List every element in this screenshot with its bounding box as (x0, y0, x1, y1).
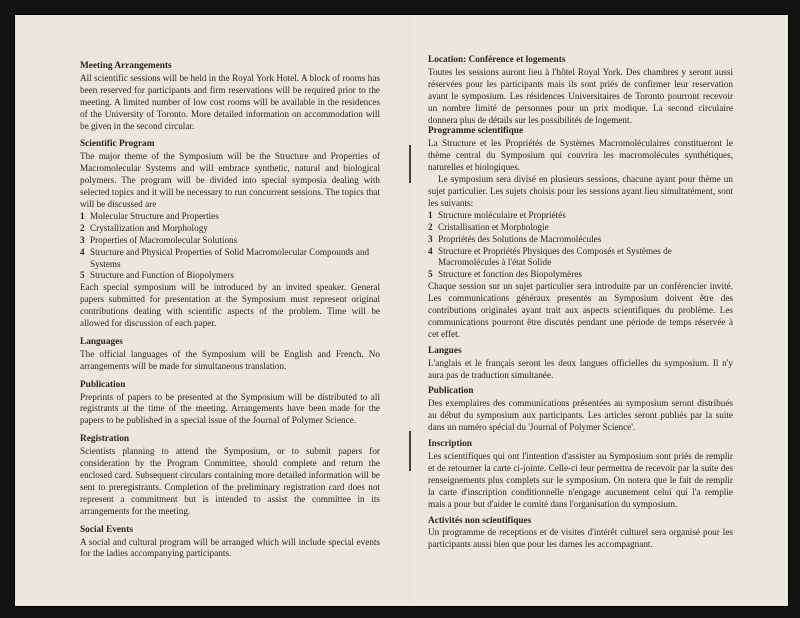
section-heading: Meeting Arrangements (80, 61, 172, 71)
section-text: L'anglais et le français seront les deux langues officielles du symposium. Il n'y aura pas de traduction simultanée. (428, 357, 733, 380)
center-fold (409, 15, 411, 606)
activites-section (428, 516, 733, 552)
section-text: Each special symposium will be introduced by an invited speaker. General papers submitted for presentation at the Symposium must represent original contributions dealing with scientific aspects of the problem. Time will be allowed for discussion of each paper. (80, 282, 380, 329)
social-events-section (80, 525, 380, 561)
meeting-arrangements-section (80, 61, 380, 132)
section-heading: Languages (80, 336, 123, 347)
section-heading: Programme scientifique (428, 126, 524, 137)
section-heading: Publication (80, 379, 126, 390)
topic-list (80, 211, 380, 282)
scientific-program-section (80, 139, 380, 330)
section-text: The official languages of the Symposium will be English and French. No arrangements will be made for simultaneous translation. (80, 348, 380, 371)
list-item: 2 Crystallization and Morphology (80, 222, 208, 233)
section-text: Scientists planning to attend the Symposium, or to submit papers for consideration by the Program Committee, should complete and return the enclosed card. Subsequent circulars containing more detailed information will be sent to preregistrants. Completion of the preliminary registration card does not represent a commitment but is intended to assist the committee in its arrangements for the meeting. (80, 446, 380, 516)
section-heading: Location: Conférence et logements (428, 55, 566, 65)
inscription-section (428, 439, 733, 510)
section-text: Un programme de receptions et de visites d'intérêt culturel sera organisé pour les participants aussi bien que pour les dames les accompagnant. (428, 527, 733, 550)
list-item: 3 Propriétés des Solutions de Macromolécules (428, 233, 602, 244)
section-heading: Social Events (80, 524, 133, 535)
location-section (428, 55, 733, 126)
list-item: 3 Properties of Macromolecular Solutions (80, 234, 238, 245)
staple-bottom (409, 431, 411, 471)
section-text: The major theme of the Symposium will be the Structure and Properties of Macromolecular Systems and will embrace synthetic, natural and biological polymers. The program will be divided into special symposia dealing with selected topics and it will be necessary to run concurrent sessions. The topics that will be discussed are (80, 151, 380, 209)
publication-fr-section (428, 386, 733, 434)
programme-section (428, 126, 733, 340)
section-heading: Publication (428, 386, 474, 397)
languages-section (80, 337, 380, 373)
section-text: All scientific sessions will be held in the Royal York Hotel. A block of rooms has been reserved for participants and firm reservations will be required prior to the meeting. A limited number of low cost rooms will be available in the residences of the University of Toronto. More detailed information on accommodation will be given in the second circular. (80, 72, 380, 131)
section-heading: Inscription (428, 439, 472, 450)
section-text: Des exemplaires des communications présentées au symposium seront distribués au début du symposium aux participants. Les articles seront publiés par la suite dans un numéro spécial du 'Journal of Polymer Science'. (428, 398, 733, 433)
section-heading: Registration (80, 434, 130, 445)
list-item: 4 Structure et Propriétés Physiques des Composés et Systèmes de Macromolécules à l'état Solide (428, 245, 672, 268)
staple-top (409, 145, 411, 183)
section-text: Le symposium sera divisé en plusieurs sessions, chacune ayant pour thème un sujet particulier. Les sujets choisis pour les sessions ayant lieu simultatément, sont les suivants: (428, 174, 733, 208)
list-item: 4 Structure and Physical Properties of Solid Macromolecular Compounds and Systems (80, 246, 370, 269)
section-text: Toutes les sessions auront lieu à l'hôtel Royal York. Des chambres y seront aussi réservées pour les participants mais ils sont priés de confirmer leur reservation avant le symposium. Les résidences Universitaires de Toronto pourront recevoir un nombre limité de personnes pour un prix modique. La second circulaire donnera plus de détails sur les possibilités de logement. (428, 66, 733, 125)
section-text: A social and cultural program will be arranged which will include special events for the ladies accompanying participants. (80, 536, 380, 559)
section-text: La Structure et les Propriétés de Systèmes Macromoléculaires constitueront le thème central du Symposium qui couvrira les macromolécules synthétiques, naturelles et biologiques. (428, 138, 733, 173)
brochure-page (14, 14, 789, 607)
section-text: Chaque session sur un sujet particulier sera introduite par un conférencier invité. Les communications généraux presentés au Symposium doivent être des contributions originales ayant trait aux aspects scientifiques du problème. Les communications pourront être discutés pendant une période de temps réservée à cet effet. (428, 281, 733, 339)
section-heading: Activités non scientifiques (428, 515, 532, 526)
section-text: Les scientifiques qui ont l'intention d'assister au Symposium sont priés de remplir et de retourner la carte ci-jointe. Celle-ci leur permettra de recevoir par la suite des renseignements plus complets sur le symposium. On notera que le fait de remplir la carte d'inscription conditionnelle n'engage aucunement celui qui l'a remplie mais a pour but d'aider le comité dans l'organisation du symposium. (428, 451, 733, 509)
list-item: 1 Molecular Structure and Properties (80, 210, 219, 221)
topic-list (428, 210, 733, 281)
list-item: 5 Structure and Function of Biopolymers (80, 270, 234, 281)
list-item: 1 Structure moléculaire et Propriétés (428, 209, 566, 220)
section-heading: Scientific Program (80, 139, 155, 150)
publication-section (80, 380, 380, 428)
list-item: 5 Structure et fonction des Biopolymères (428, 269, 582, 280)
registration-section (80, 434, 380, 517)
english-column (80, 61, 380, 560)
section-heading: Langues (428, 345, 462, 356)
section-text: Preprints of papers to be presented at the Symposium will be distributed to all registrants at the time of the meeting. Arrangements have been made for the papers to be published in a special issue of the Journal of Polymer Science. (80, 391, 380, 426)
langues-section (428, 346, 733, 382)
list-item: 2 Cristallisation et Morphologie (428, 221, 549, 232)
french-column (428, 55, 733, 551)
